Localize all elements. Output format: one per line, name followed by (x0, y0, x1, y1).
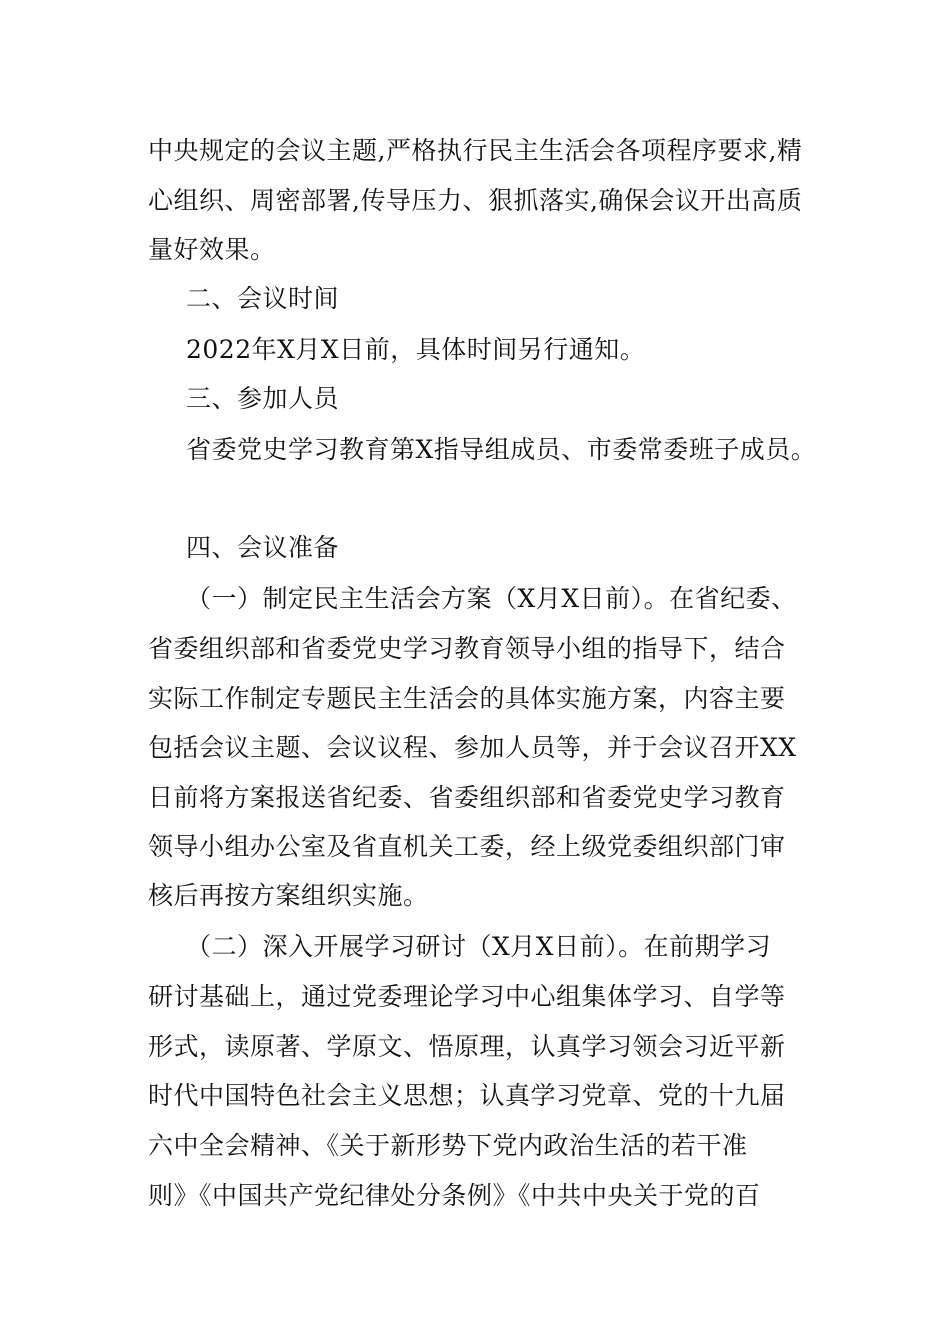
body-text-line: 省委党史学习教育第X指导组成员、市委常委班子成员。 (186, 435, 817, 464)
body-text-line: 形式，读原著、学原文、悟原理，认真学习领会习近平新 (148, 1032, 786, 1061)
body-text-line: 量好效果。 (148, 235, 276, 264)
body-text-line: 核后再按方案组织实施。 (148, 881, 429, 910)
section-heading-meeting-time: 二、会议时间 (186, 284, 340, 313)
body-text-line: 六中全会精神、《关于新形势下党内政治生活的若干准 (148, 1131, 748, 1160)
body-text-line: 省委组织部和省委党史学习教育领导小组的指导下，结合 (148, 634, 786, 663)
body-text-line: 则》《中国共产党纪律处分条例》《中共中央关于党的百 (148, 1181, 761, 1210)
body-text-line: 领导小组办公室及省直机关工委，经上级党委组织部门审 (148, 832, 786, 861)
body-text-line: （一）制定民主生活会方案（X月X日前）。在省纪委、 (186, 584, 797, 613)
body-text-line: 时代中国特色社会主义思想；认真学习党章、党的十九届 (148, 1081, 786, 1110)
body-text-line: 包括会议主题、会议议程、参加人员等，并于会议召开XX (148, 733, 797, 762)
body-text-line: 2022年X月X日前，具体时间另行通知。 (186, 335, 646, 364)
section-heading-meeting-preparation: 四、会议准备 (186, 533, 340, 562)
body-text-line: 心组织、周密部署,传导压力、狠抓落实,确保会议开出高质 (148, 186, 803, 215)
body-text-line: 日前将方案报送省纪委、省委组织部和省委党史学习教育 (148, 783, 786, 812)
body-text-line: （二）深入开展学习研讨（X月X日前）。在前期学习 (186, 932, 772, 961)
body-text-line: 实际工作制定专题民主生活会的具体实施方案，内容主要 (148, 684, 786, 713)
section-heading-attendees: 三、参加人员 (186, 384, 340, 413)
body-text-line: 研讨基础上，通过党委理论学习中心组集体学习、自学等 (148, 982, 786, 1011)
body-text-line: 中央规定的会议主题,严格执行民主生活会各项程序要求,精 (148, 136, 803, 165)
